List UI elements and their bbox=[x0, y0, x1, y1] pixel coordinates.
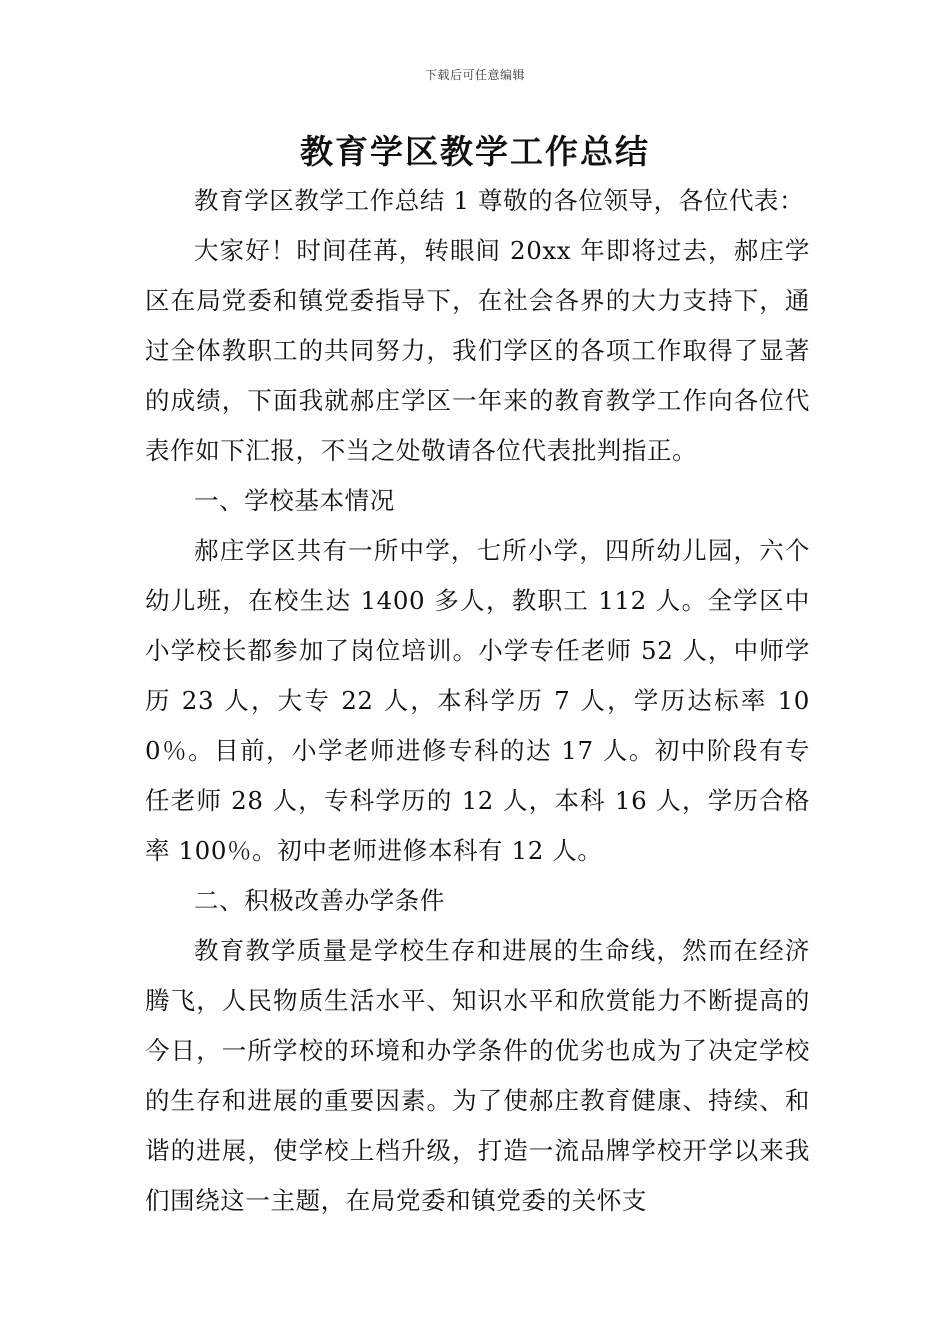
document-title: 教育学区教学工作总结 bbox=[300, 132, 650, 171]
section-heading-basic-info: 一、学校基本情况 bbox=[194, 486, 395, 515]
section-heading-conditions: 二、积极改善办学条件 bbox=[194, 886, 445, 915]
header-note: 下载后可任意编辑 bbox=[424, 68, 525, 82]
paragraph-intro: 大家好！时间荏苒，转眼间 20xx 年即将过去，郝庄学区在局党委和镇党委指导下，在社会各界的大力支持下，通过全体教职工的共同努力，我们学区的各项工作取得了显著的成绩，下面我就郝庄学区一年来的教育教学工作向各位代表作如下汇报，不当之处敬请各位代表批判指正。 bbox=[145, 236, 810, 465]
paragraph-salutation: 教育学区教学工作总结 1 尊敬的各位领导，各位代表： bbox=[194, 186, 805, 215]
document-body bbox=[145, 176, 810, 1226]
paragraph-basic-info: 郝庄学区共有一所中学，七所小学，四所幼儿园，六个幼儿班，在校生达 1400 多人，教职工 112 人。全学区中小学校长都参加了岗位培训。小学专任老师 52 人，中师学历 23 人，大专 22 人，本科学历 7 人，学历达标率 100％。目前，小学老师进修专科的达 17 人。初中阶段有专任老师 28 人，专科学历的 12 人，本科 16 人，学历合格率 100％。初中老师进修本科有 12 人。 bbox=[145, 536, 810, 865]
paragraph-conditions: 教育教学质量是学校生存和进展的生命线，然而在经济腾飞，人民物质生活水平、知识水平和欣赏能力不断提高的今日，一所学校的环境和办学条件的优劣也成为了决定学校的生存和进展的重要因素。为了使郝庄教育健康、持续、和谐的进展，使学校上档升级，打造一流品牌学校开学以来我们围绕这一主题，在局党委和镇党委的关怀支 bbox=[145, 936, 810, 1215]
